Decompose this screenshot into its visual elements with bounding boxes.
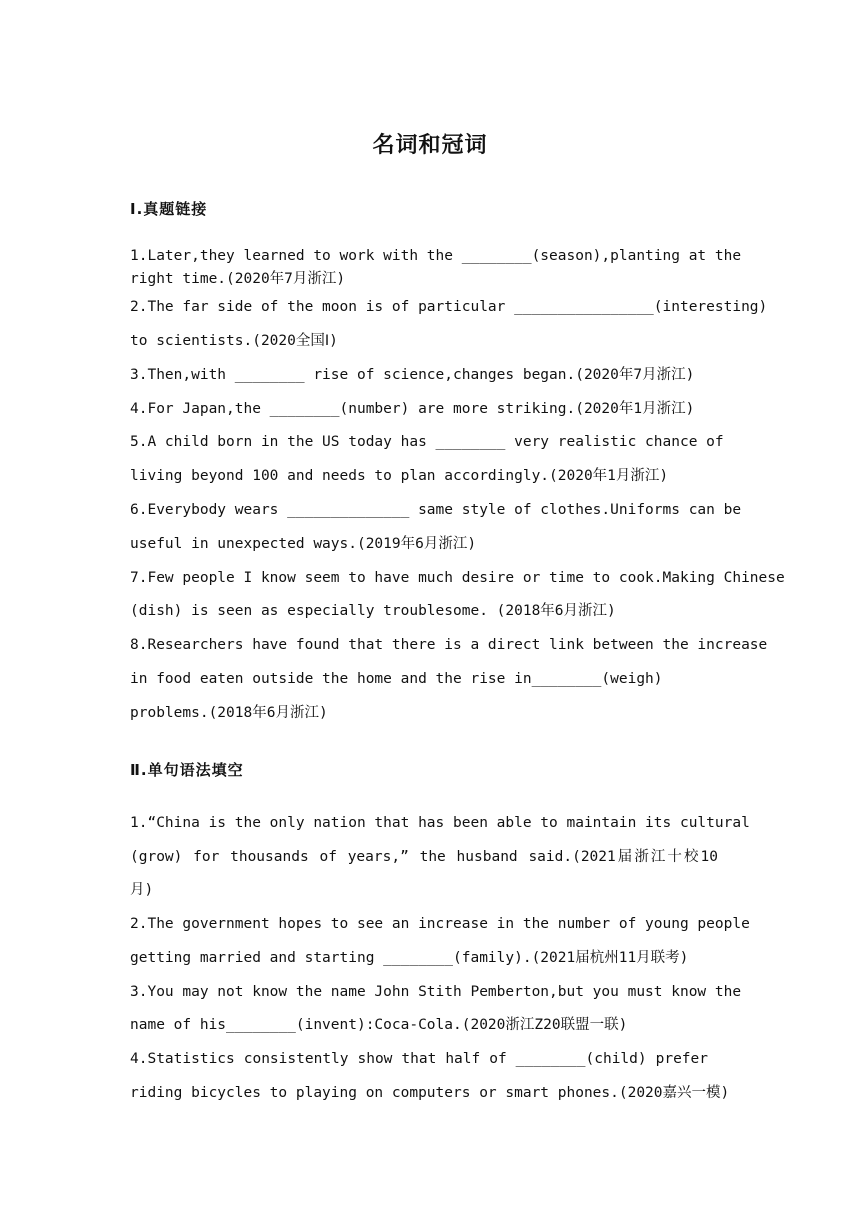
question-line: name of his________(invent):Coca-Cola.(2020浙江Z20联盟一联) bbox=[130, 1017, 628, 1033]
question-line: 4.Statistics consistently show that half of ________(child) prefer bbox=[130, 1051, 708, 1067]
question-line: 6.Everybody wears ______________ same style of clothes.Uniforms can be bbox=[130, 502, 742, 518]
question-line: 2.The far side of the moon is of particular ________________(interesting) bbox=[130, 299, 768, 315]
question-line: 8.Researchers have found that there is a direct link between the increase bbox=[130, 637, 768, 653]
question-line: (grow) for thousands of years,” the husband said.(2021届浙江十校10 bbox=[130, 849, 718, 865]
question-line: 1.Later,they learned to work with the ________(season),planting at the bbox=[130, 248, 742, 264]
question-line: living beyond 100 and needs to plan accordingly.(2020年1月浙江) bbox=[130, 468, 669, 484]
question-line: in food eaten outside the home and the rise in________(weigh) bbox=[130, 671, 663, 687]
question-line: problems.(2018年6月浙江) bbox=[130, 705, 328, 721]
section-heading-1: Ⅰ.真题链接 bbox=[130, 200, 208, 218]
question-line: 1.“China is the only nation that has been able to maintain its cultural bbox=[130, 815, 750, 831]
question-line: 4.For Japan,the ________(number) are more striking.(2020年1月浙江) bbox=[130, 401, 695, 417]
page-title: 名词和冠词 bbox=[372, 133, 488, 158]
question-line: 2.The government hopes to see an increase in the number of young people bbox=[130, 916, 750, 932]
question-line: to scientists.(2020全国Ⅰ) bbox=[130, 333, 338, 349]
question-line: 3.You may not know the name John Stith Pemberton,but you must know the bbox=[130, 984, 742, 1000]
question-line: 3.Then,with ________ rise of science,changes began.(2020年7月浙江) bbox=[130, 367, 695, 383]
section-heading-2: Ⅱ.单句语法填空 bbox=[130, 761, 244, 779]
question-line: riding bicycles to playing on computers or smart phones.(2020嘉兴一模) bbox=[130, 1085, 730, 1101]
question-line: 5.A child born in the US today has ________ very realistic chance of bbox=[130, 434, 724, 450]
question-line: right time.(2020年7月浙江) bbox=[130, 271, 346, 287]
question-line: 7.Few people I know seem to have much desire or time to cook.Making Chinese bbox=[130, 570, 785, 586]
question-line: 月) bbox=[130, 882, 154, 898]
question-line: (dish) is seen as especially troublesome. (2018年6月浙江) bbox=[130, 603, 616, 619]
question-line: getting married and starting ________(family).(2021届杭州11月联考) bbox=[130, 950, 689, 966]
question-line: useful in unexpected ways.(2019年6月浙江) bbox=[130, 536, 477, 552]
